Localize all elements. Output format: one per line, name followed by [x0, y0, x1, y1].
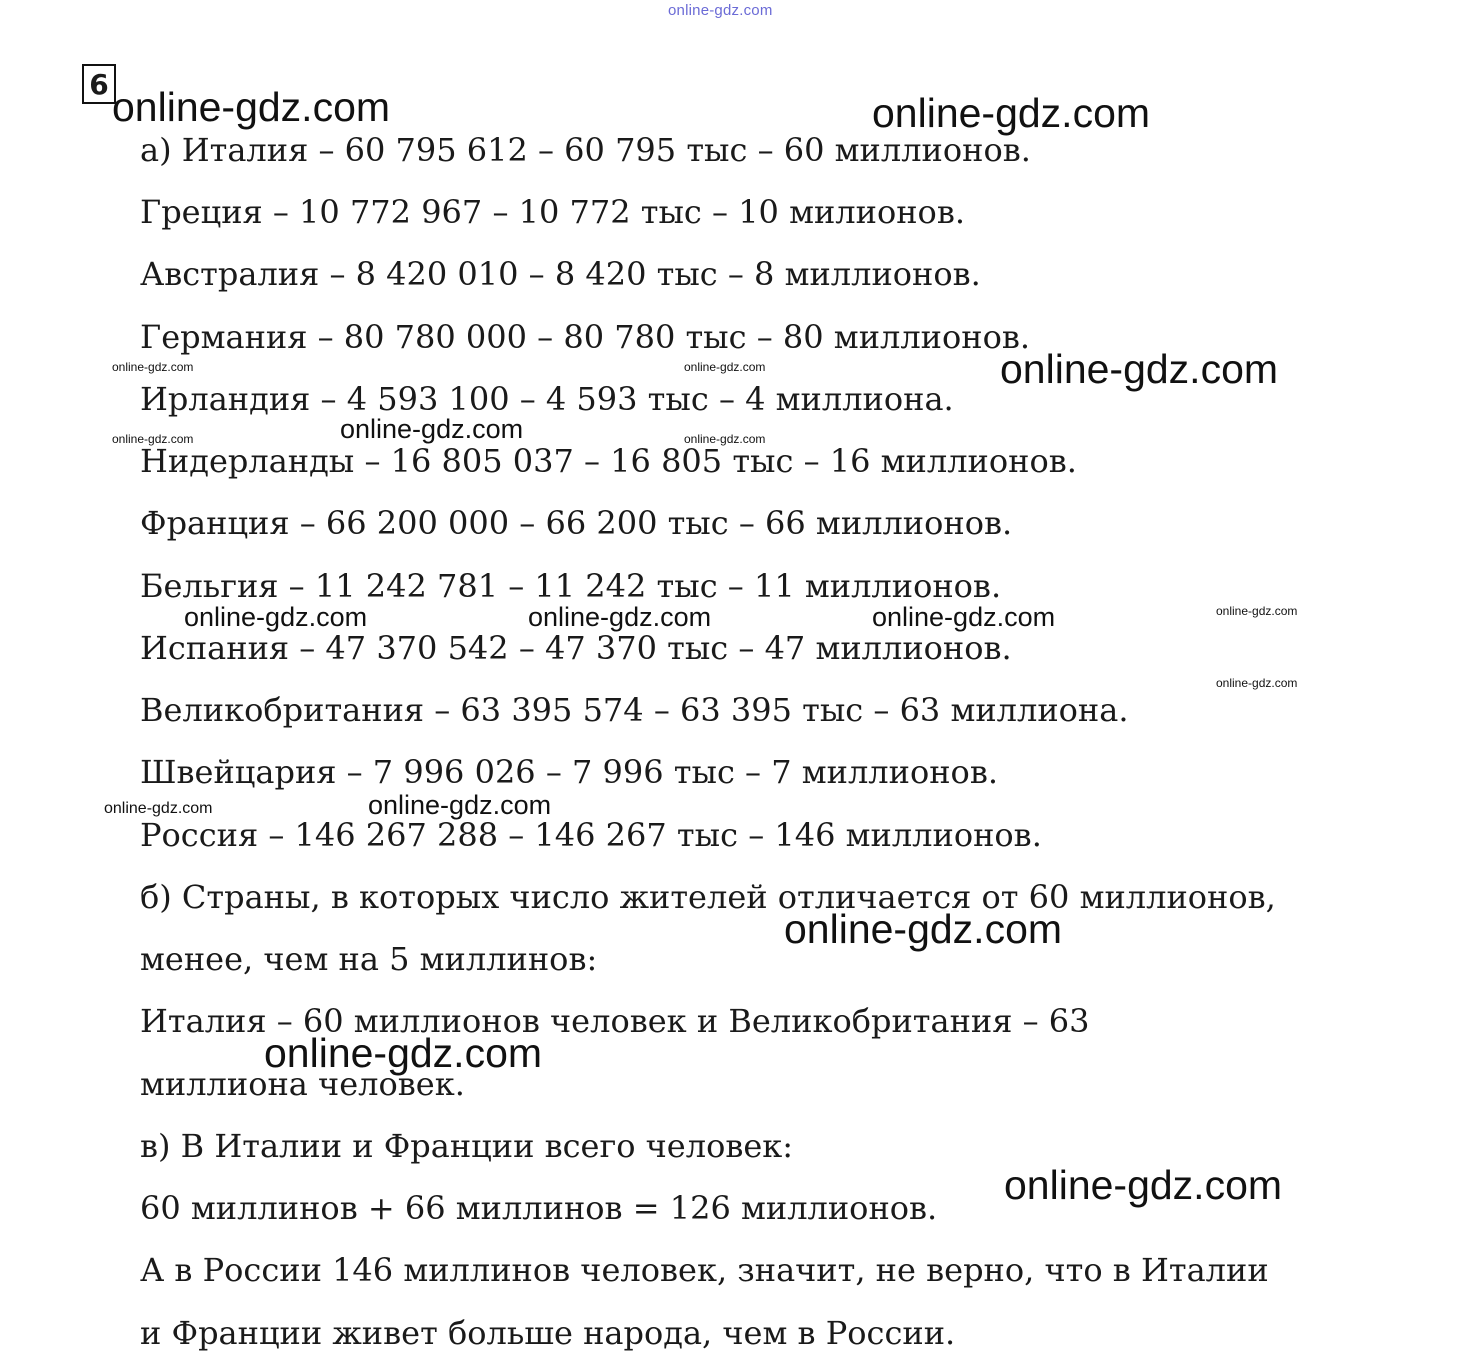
watermark: online-gdz.com — [784, 906, 1063, 952]
watermark: online-gdz.com — [1004, 1162, 1283, 1208]
watermark: online-gdz.com — [872, 602, 1056, 632]
watermark: online-gdz.com — [368, 790, 552, 820]
text-line: Ирландия – 4 593 100 – 4 593 тыс – 4 миллиона. — [140, 380, 954, 418]
watermark: online-gdz.com — [184, 602, 368, 632]
text-line: Бельгия – 11 242 781 – 11 242 тыс – 11 миллионов. — [140, 567, 1002, 605]
text-line: Испания – 47 370 542 – 47 370 тыс – 47 миллионов. — [140, 629, 1012, 667]
text-line: Франция – 66 200 000 – 66 200 тыс – 66 миллионов. — [140, 504, 1013, 542]
text-line: а) Италия – 60 795 612 – 60 795 тыс – 60 миллионов. — [140, 131, 1031, 169]
text-line: и Франции живет больше народа, чем в России. — [140, 1314, 956, 1352]
text-line: Италия – 60 миллионов человек и Великобритания – 63 — [140, 1002, 1090, 1040]
watermark: online-gdz.com — [340, 414, 524, 444]
watermark: online-gdz.com — [528, 602, 712, 632]
text-line: в) В Италии и Франции всего человек: — [140, 1127, 794, 1165]
watermark: online-gdz.com — [872, 90, 1151, 136]
watermark: online-gdz.com — [112, 360, 194, 374]
text-line: Великобритания – 63 395 574 – 63 395 тыс – 63 миллиона. — [140, 691, 1129, 729]
text-line: Греция – 10 772 967 – 10 772 тыс – 10 милионов. — [140, 193, 965, 231]
text-line: Швейцария – 7 996 026 – 7 996 тыс – 7 миллионов. — [140, 753, 998, 791]
watermark: online-gdz.com — [112, 432, 194, 446]
text-line: А в России 146 миллинов человек, значит, не верно, что в Италии — [140, 1251, 1269, 1289]
text-line: менее, чем на 5 миллинов: — [140, 940, 598, 978]
text-line: 60 миллинов + 66 миллинов = 126 миллионов. — [140, 1189, 938, 1227]
watermark: online-gdz.com — [1000, 346, 1279, 392]
watermark: online-gdz.com — [684, 432, 766, 446]
text-line: б) Страны, в которых число жителей отличается от 60 миллионов, — [140, 878, 1276, 916]
watermark: online-gdz.com — [1216, 676, 1298, 690]
text-line: Германия – 80 780 000 – 80 780 тыс – 80 миллионов. — [140, 318, 1031, 356]
text-line: Австралия – 8 420 010 – 8 420 тыс – 8 миллионов. — [140, 255, 981, 293]
text-line: Нидерланды – 16 805 037 – 16 805 тыс – 16 миллионов. — [140, 442, 1077, 480]
watermark: online-gdz.com — [104, 800, 213, 817]
watermark: online-gdz.com — [684, 360, 766, 374]
header-link[interactable]: online-gdz.com — [668, 2, 773, 19]
watermark: online-gdz.com — [112, 84, 391, 130]
text-line: Россия – 146 267 288 – 146 267 тыс – 146 миллионов. — [140, 816, 1042, 854]
task-number-box: 6 — [82, 64, 116, 104]
watermark: online-gdz.com — [264, 1030, 543, 1076]
text-line: миллиона человек. — [140, 1065, 465, 1103]
watermark: online-gdz.com — [1216, 604, 1298, 618]
